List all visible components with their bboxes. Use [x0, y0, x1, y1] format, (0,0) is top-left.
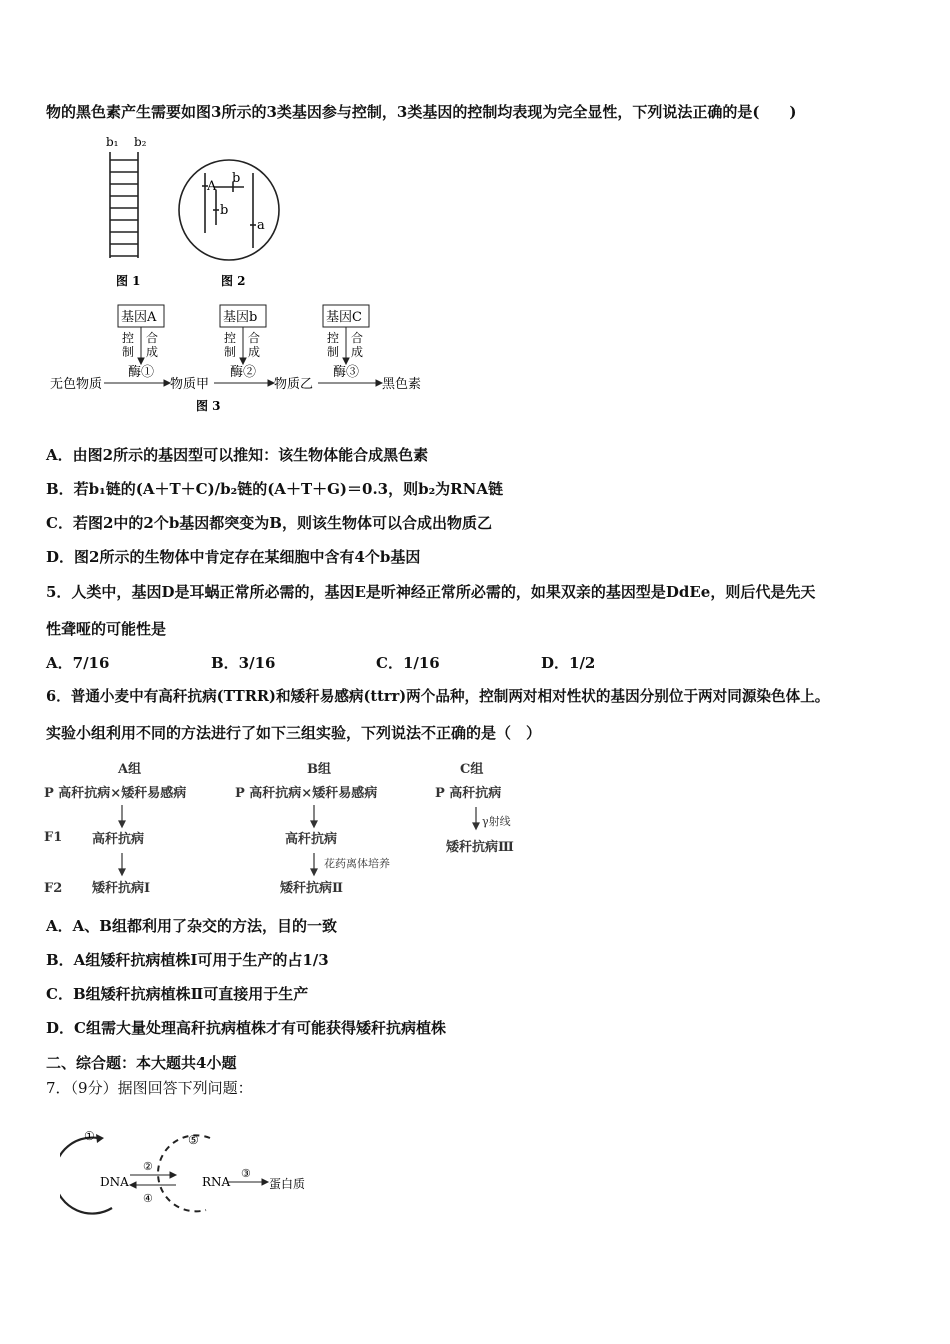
fig3-caption: 图 3: [196, 399, 221, 413]
label-1: ①: [84, 1129, 95, 1143]
gene-c-label: 基因C: [326, 310, 362, 325]
fig1-b1-label: b₁: [106, 135, 119, 149]
syn-3b: 成: [351, 345, 364, 359]
fig2-caption: 图 2: [221, 274, 246, 288]
group-b-label: B组: [307, 762, 331, 777]
ctrl-2a: 控: [224, 331, 237, 345]
protein-label: 蛋白质: [269, 1177, 306, 1191]
ctrl-2b: 制: [224, 345, 237, 359]
f1-label: F1: [44, 830, 63, 845]
fig2-gene-b-mid: b: [220, 203, 229, 218]
group-c-label: C组: [460, 762, 484, 777]
group-c-result: 矮秆抗病Ⅲ: [446, 840, 514, 855]
q5-option-b: B．3/16: [211, 654, 276, 672]
group-a-f2: 矮秆抗病Ⅰ: [92, 881, 151, 896]
group-a-f1: 高秆抗病: [92, 832, 145, 847]
ctrl-3b: 制: [327, 345, 340, 359]
enzyme-2: 酶②: [230, 365, 257, 380]
label-3: ③: [241, 1167, 251, 1180]
substance-jia: 物质甲: [170, 377, 210, 392]
f2-label: F2: [44, 881, 63, 896]
group-b-f2: 矮秆抗病Ⅱ: [280, 881, 343, 896]
group-b-p: P 高秆抗病×矮秆易感病: [235, 786, 378, 801]
syn-1b: 成: [146, 345, 159, 359]
label-2: ②: [143, 1160, 153, 1173]
q4-figure: [46, 130, 446, 420]
ctrl-1b: 制: [122, 345, 135, 359]
group-a-p: P 高秆抗病×矮秆易感病: [44, 786, 187, 801]
q6-option-c: C．B组矮秆抗病植株Ⅱ可直接用于生产: [46, 985, 309, 1003]
q5-option-c: C．1/16: [376, 654, 440, 672]
q6-figure: [42, 755, 532, 903]
gene-b-label: 基因b: [223, 310, 258, 325]
label-5: ⑤: [188, 1133, 199, 1147]
q7-stem: 7．（9分）据图回答下列问题：: [46, 1079, 253, 1097]
syn-1a: 合: [146, 331, 159, 345]
q6-option-a: A．A、B组都利用了杂交的方法，目的一致: [46, 917, 337, 935]
q4-option-a: A．由图2所示的基因型可以推知：该生物体能合成黑色素: [46, 446, 429, 464]
section-2-heading: 二、综合题：本大题共4小题: [46, 1054, 237, 1072]
gamma-ray-label: γ射线: [482, 815, 511, 828]
colorless-substance: 无色物质: [50, 377, 103, 392]
q6-option-b: B．A组矮秆抗病植株Ⅰ可用于生产的占1/3: [46, 951, 329, 969]
substance-yi: 物质乙: [274, 377, 314, 392]
fig2-gene-b-top: b: [232, 171, 241, 186]
syn-2a: 合: [248, 331, 261, 345]
fig2-gene-A: A: [207, 179, 217, 194]
q5-stem-line1: 5．人类中，基因D是耳蜗正常所必需的，基因E是听神经正常所必需的，如果双亲的基因型是DdEe，则后代是先天: [46, 583, 816, 601]
syn-3a: 合: [351, 331, 364, 345]
q7-figure: [60, 1122, 320, 1222]
fig2-cell: [179, 160, 279, 260]
pathway-arrows: [104, 380, 382, 386]
group-b-f1: 高秆抗病: [285, 832, 338, 847]
q4-option-b: B．若b₁链的(A＋T＋C)/b₂链的(A＋T＋G)＝0.3，则b₂为RNA链: [46, 480, 503, 498]
ctrl-1a: 控: [122, 331, 135, 345]
anther-culture-label: 花药离体培养: [324, 857, 390, 870]
q6-stem-line2: 实验小组利用不同的方法进行了如下三组实验，下列说法不正确的是（ ）: [46, 724, 542, 742]
q4-stem: 物的黑色素产生需要如图3所示的3类基因参与控制，3类基因的控制均表现为完全显性，下列说法正确的是( ): [46, 103, 797, 121]
group-a-label: A组: [118, 762, 142, 777]
q4-option-c: C．若图2中的2个b基因都突变为B，则该生物体可以合成出物质乙: [46, 514, 492, 532]
fig1-caption: 图 1: [116, 274, 141, 288]
fig2-gene-a: a: [257, 218, 265, 233]
q4-option-d: D．图2所示的生物体中肯定存在某细胞中含有4个b基因: [46, 548, 421, 566]
rna-label: RNA: [202, 1175, 231, 1189]
syn-2b: 成: [248, 345, 261, 359]
group-c-p: P 高秆抗病: [435, 786, 502, 801]
q6-stem-line1: 6．普通小麦中有高秆抗病(TTRR)和矮秆易感病(ttrr)两个品种，控制两对相对性状的基因分别位于两对同源染色体上。: [46, 688, 830, 705]
enzyme-1: 酶①: [128, 365, 155, 380]
rna-replication-loop: [158, 1135, 210, 1211]
enzyme-3: 酶③: [333, 365, 360, 380]
ctrl-3a: 控: [327, 331, 340, 345]
fig1-ladder: [110, 152, 138, 258]
q5-option-d: D．1/2: [541, 654, 596, 672]
gene-a-label: 基因A: [121, 310, 157, 325]
q5-stem-line2: 性聋哑的可能性是: [46, 620, 167, 638]
dna-label: DNA: [100, 1175, 129, 1189]
fig1-b2-label: b₂: [134, 135, 147, 149]
label-4: ④: [143, 1192, 153, 1205]
q5-option-a: A．7/16: [46, 654, 110, 672]
q6-option-d: D．C组需大量处理高秆抗病植株才有可能获得矮秆抗病植株: [46, 1019, 446, 1037]
melanin: 黑色素: [382, 377, 422, 392]
